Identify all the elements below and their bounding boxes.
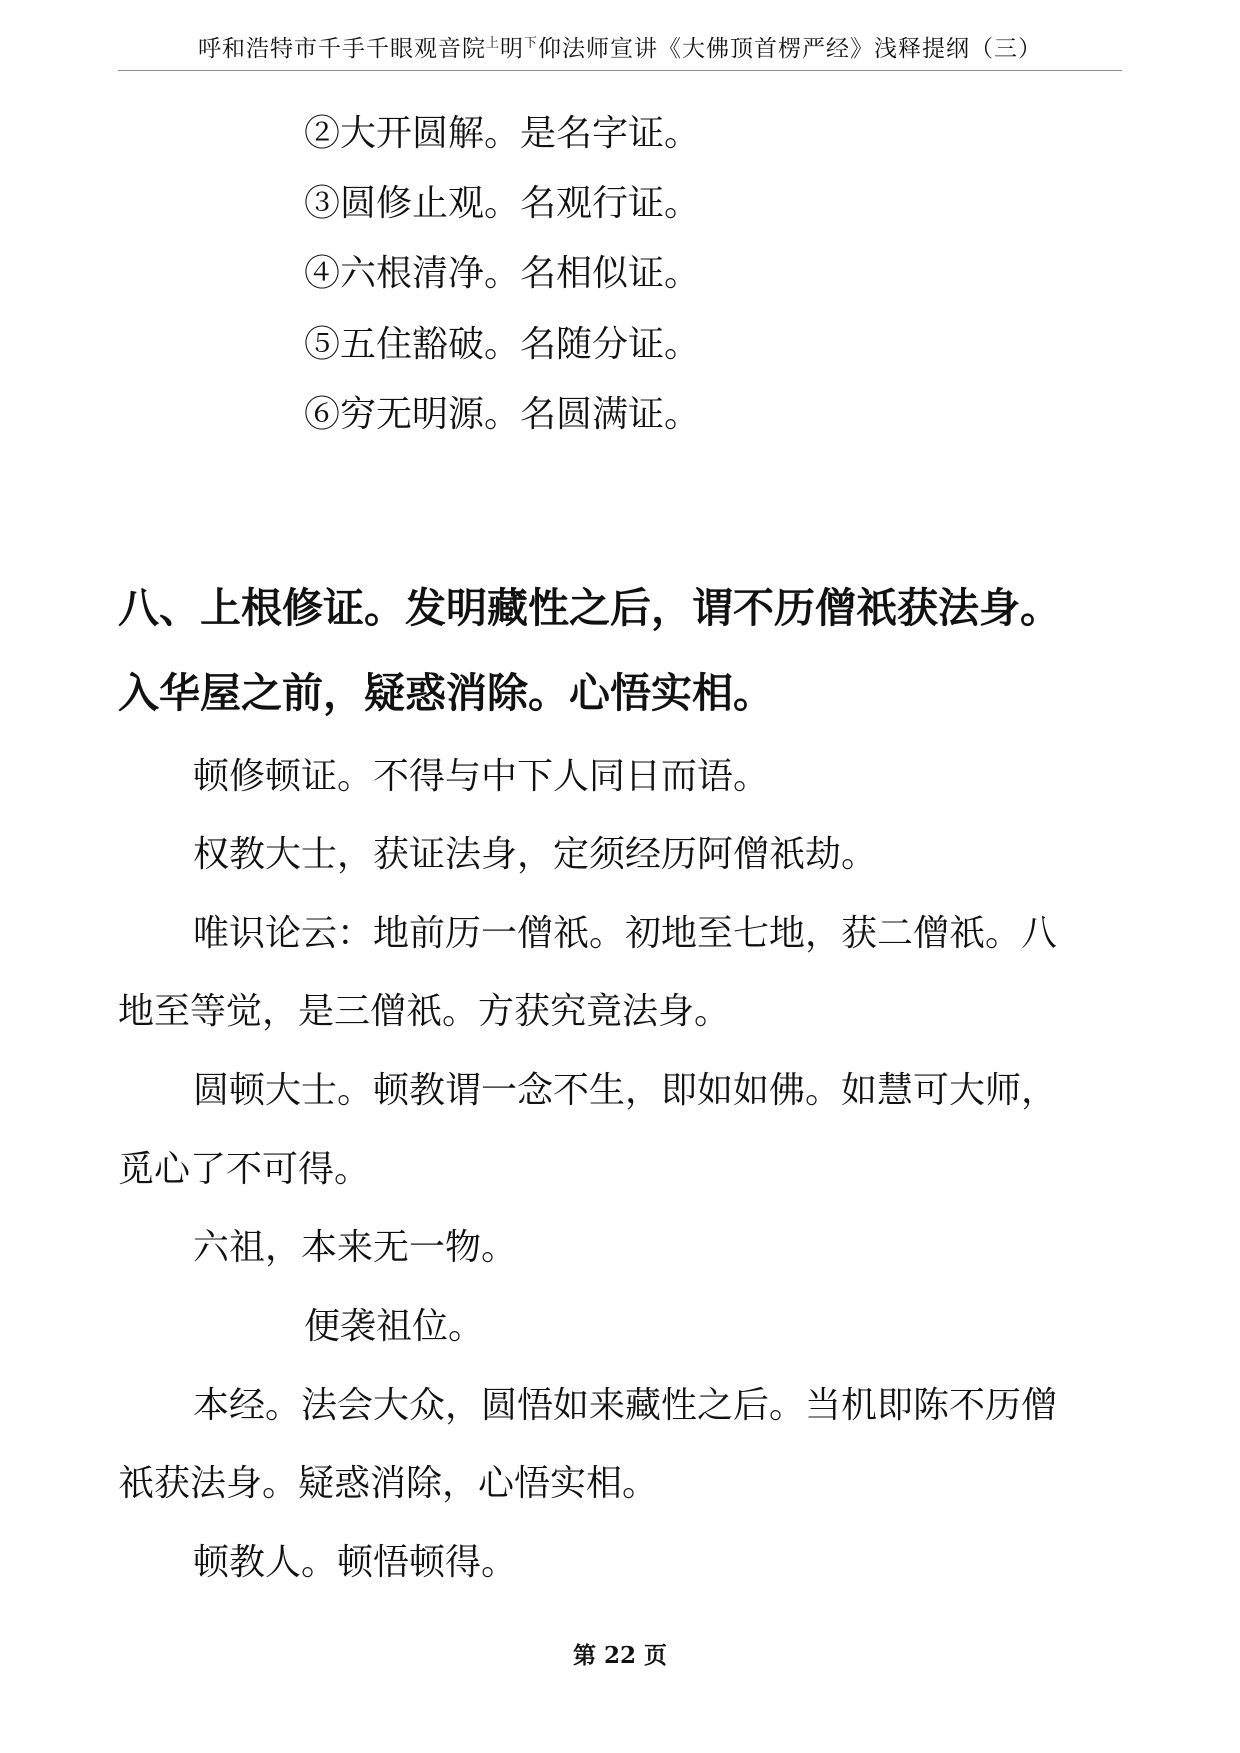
section-heading-line1: 八、上根修证。发明藏性之后，谓不历僧祇获法身。	[118, 584, 1061, 632]
list-item-4: ④六根清净。名相似证。	[304, 253, 701, 294]
paragraph-6: 便袭祖位。	[304, 1306, 485, 1347]
header-title-part1: 呼和浩特市千手千眼观音院	[197, 36, 486, 62]
paragraph-2: 权教大士，获证法身，定须经历阿僧祇劫。	[193, 834, 878, 875]
header-title-part2: 明	[500, 36, 524, 62]
paragraph-5: 六祖，本来无一物。	[193, 1227, 518, 1268]
paragraph-7-line2: 祇获法身。疑惑消除，心悟实相。	[118, 1463, 659, 1504]
page-number: 第 22 页	[572, 1642, 668, 1669]
paragraph-1: 顿修顿证。不得与中下人同日而语。	[193, 756, 770, 797]
header-title-part3: 仰法师宣讲《大佛顶首楞严经》浅释提纲（三）	[538, 36, 1043, 62]
paragraph-8: 顿教人。顿悟顿得。	[193, 1542, 518, 1583]
paragraph-4-line2: 觅心了不可得。	[118, 1149, 371, 1190]
list-item-3: ③圆修止观。名观行证。	[304, 183, 701, 224]
paragraph-4-line1: 圆顿大士。顿教谓一念不生，即如如佛。如慧可大师，	[193, 1070, 1058, 1111]
header-superscript-xia: 下	[524, 36, 539, 51]
paragraph-3-line2: 地至等觉，是三僧祇。方获究竟法身。	[118, 991, 731, 1032]
header-superscript-shang: 上	[485, 36, 500, 51]
list-item-5: ⑤五住豁破。名随分证。	[304, 324, 701, 365]
paragraph-3-line1: 唯识论云：地前历一僧祇。初地至七地，获二僧祇。八	[193, 913, 1058, 954]
list-item-6: ⑥穷无明源。名圆满证。	[304, 394, 701, 435]
list-item-2: ②大开圆解。是名字证。	[304, 113, 701, 154]
page-header	[118, 36, 1122, 71]
section-heading-line2: 入华屋之前，疑惑消除。心悟实相。	[118, 669, 774, 717]
paragraph-7-line1: 本经。法会大众，圆悟如来藏性之后。当机即陈不历僧	[193, 1385, 1058, 1426]
